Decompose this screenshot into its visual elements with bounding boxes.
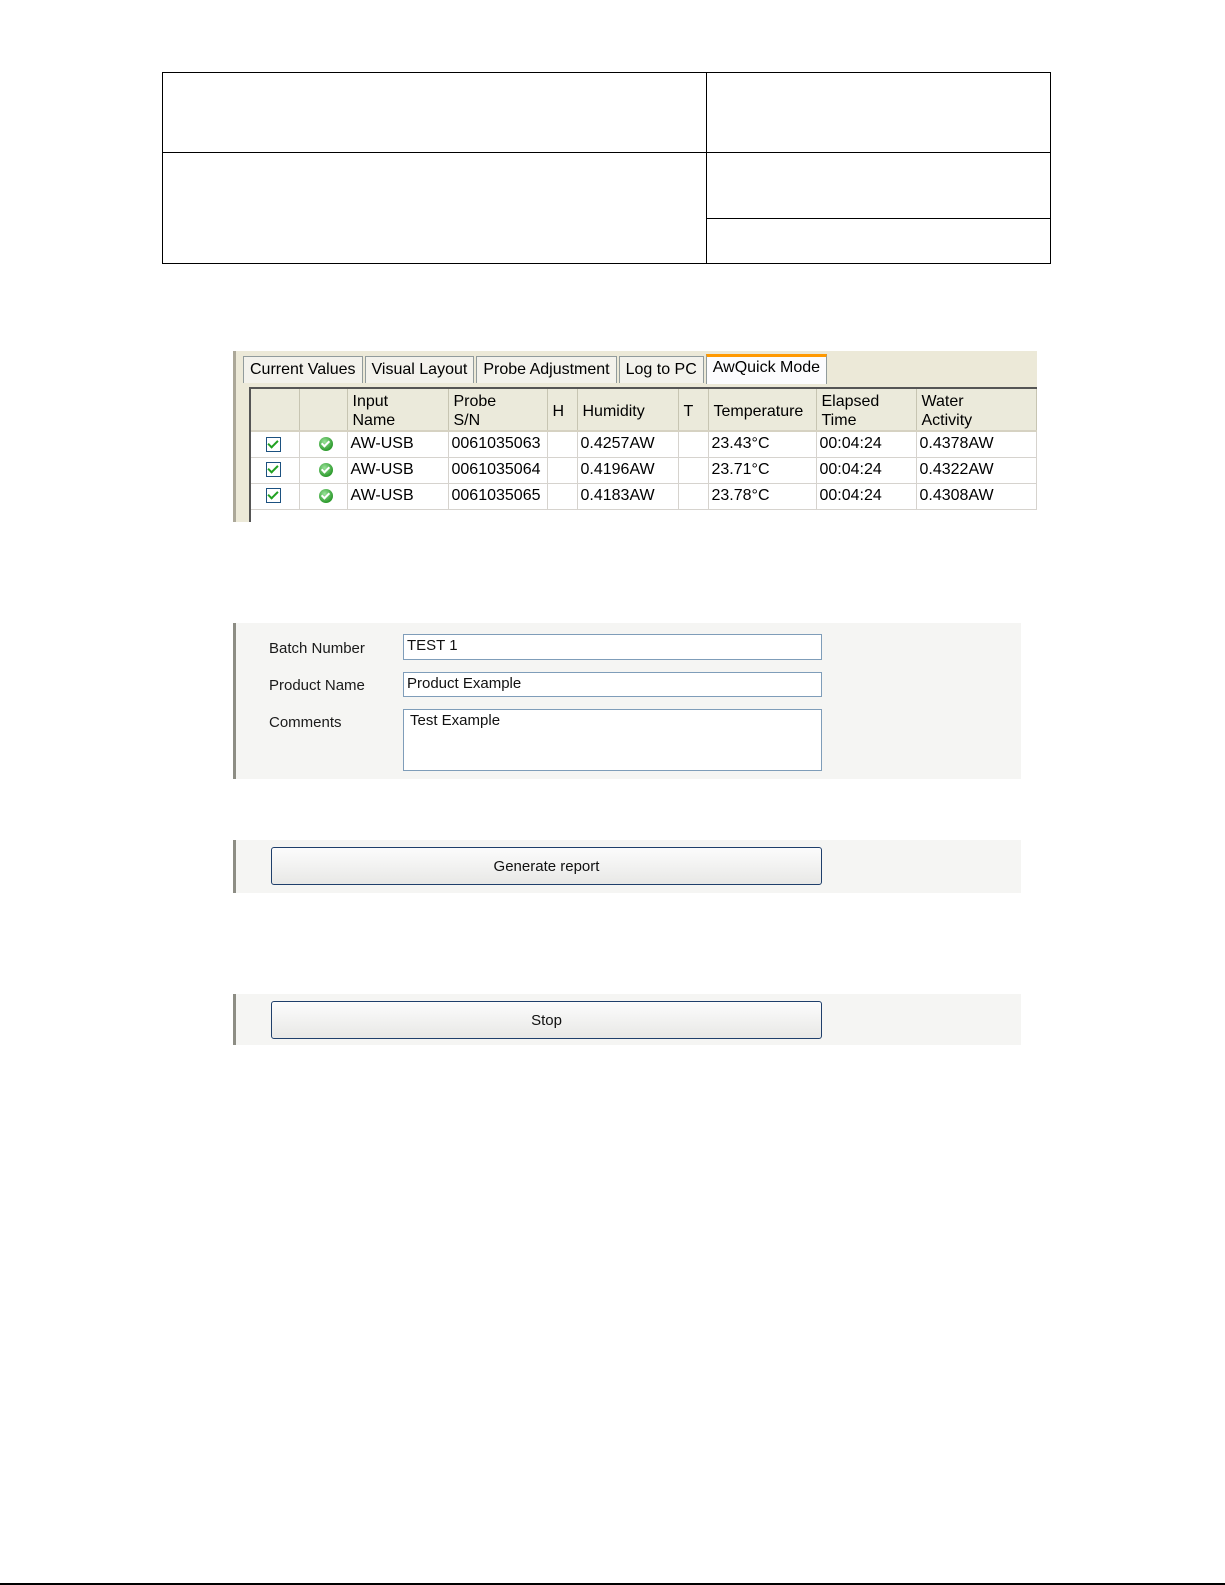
column-header-t-label: T — [683, 403, 694, 420]
generate-report-screenshot — [233, 840, 1021, 893]
humidity-cell: 0.4183AW — [577, 483, 678, 509]
column-header-t[interactable] — [678, 389, 708, 431]
tab-probe-adjustment[interactable]: Probe Adjustment — [476, 356, 616, 383]
water-activity-cell: 0.4308AW — [916, 483, 1036, 509]
elapsed-time-cell: 00:04:24 — [816, 431, 916, 457]
checkbox-checked-icon[interactable] — [266, 462, 281, 477]
batch-number-input[interactable]: TEST 1 — [403, 634, 822, 660]
status-ok-icon — [319, 489, 333, 503]
h-cell — [547, 431, 577, 457]
select-cell[interactable] — [251, 431, 299, 457]
status-ok-icon — [319, 463, 333, 477]
status-cell — [299, 431, 347, 457]
header-table-divider — [706, 73, 707, 263]
tab-awquick-mode[interactable]: AwQuick Mode — [706, 354, 827, 384]
table-row[interactable] — [251, 457, 1036, 483]
probe-sn-cell: 0061035065 — [448, 483, 547, 509]
stop-button[interactable]: Stop — [271, 1001, 822, 1039]
column-header-humidity-label: Humidity — [582, 403, 645, 420]
header-table-subrow-divider — [706, 218, 1050, 219]
status-cell — [299, 483, 347, 509]
column-header-water-activity-line1: Water — [921, 393, 964, 410]
status-cell — [299, 457, 347, 483]
column-header-probe-sn-line2: S/N — [453, 412, 481, 429]
column-header-elapsed-time[interactable] — [816, 389, 916, 431]
tab-bar — [243, 355, 829, 383]
panel-left-border — [233, 994, 236, 1045]
water-activity-cell: 0.4378AW — [916, 431, 1036, 457]
stop-screenshot — [233, 994, 1021, 1045]
grid-header-row — [251, 389, 1036, 431]
column-header-h-label: H — [552, 403, 565, 420]
input-name-cell: AW-USB — [347, 483, 448, 509]
column-header-water-activity-line2: Activity — [921, 412, 973, 429]
tab-visual-layout[interactable]: Visual Layout — [365, 356, 475, 383]
comments-textarea[interactable]: Test Example — [403, 709, 822, 771]
column-header-input-name-line2: Name — [352, 412, 396, 429]
data-grid — [249, 387, 1037, 522]
comments-label: Comments — [269, 714, 342, 731]
window-left-border — [233, 351, 236, 522]
water-activity-cell: 0.4322AW — [916, 457, 1036, 483]
table-row[interactable] — [251, 483, 1036, 509]
header-table-row-divider — [163, 152, 1050, 153]
humidity-cell: 0.4257AW — [577, 431, 678, 457]
column-header-select[interactable] — [251, 389, 299, 431]
table-row[interactable] — [251, 431, 1036, 457]
t-cell — [678, 431, 708, 457]
probe-sn-cell: 0061035063 — [448, 431, 547, 457]
column-header-water-activity[interactable] — [916, 389, 1036, 431]
t-cell — [678, 457, 708, 483]
status-ok-icon — [319, 437, 333, 451]
tab-current-values[interactable]: Current Values — [243, 356, 363, 383]
input-name-cell: AW-USB — [347, 431, 448, 457]
humidity-cell: 0.4196AW — [577, 457, 678, 483]
column-header-temperature-label: Temperature — [713, 403, 804, 420]
temperature-cell: 23.71°C — [708, 457, 816, 483]
header-table — [162, 72, 1051, 264]
report-form-screenshot — [233, 623, 1021, 779]
product-name-label: Product Name — [269, 677, 365, 694]
panel-left-border — [233, 840, 236, 893]
column-header-probe-sn[interactable] — [448, 389, 547, 431]
t-cell — [678, 483, 708, 509]
column-header-temperature[interactable] — [708, 389, 816, 431]
h-cell — [547, 483, 577, 509]
column-header-probe-sn-line1: Probe — [453, 393, 497, 410]
column-header-input-name-line1: Input — [352, 393, 389, 410]
elapsed-time-cell: 00:04:24 — [816, 457, 916, 483]
checkbox-checked-icon[interactable] — [266, 437, 281, 452]
awquick-grid-screenshot — [233, 351, 1037, 522]
generate-report-button[interactable]: Generate report — [271, 847, 822, 885]
probe-sn-cell: 0061035064 — [448, 457, 547, 483]
column-header-elapsed-time-line1: Elapsed — [821, 393, 880, 410]
temperature-cell: 23.43°C — [708, 431, 816, 457]
select-cell[interactable] — [251, 483, 299, 509]
column-header-elapsed-time-line2: Time — [821, 412, 857, 429]
h-cell — [547, 457, 577, 483]
panel-left-border — [233, 623, 236, 779]
batch-number-label: Batch Number — [269, 640, 365, 657]
temperature-cell: 23.78°C — [708, 483, 816, 509]
column-header-h[interactable] — [547, 389, 577, 431]
checkbox-checked-icon[interactable] — [266, 488, 281, 503]
input-name-cell: AW-USB — [347, 457, 448, 483]
column-header-status[interactable] — [299, 389, 347, 431]
column-header-input-name[interactable] — [347, 389, 448, 431]
product-name-input[interactable]: Product Example — [403, 672, 822, 697]
tab-log-to-pc[interactable]: Log to PC — [619, 356, 704, 383]
column-header-humidity[interactable] — [577, 389, 678, 431]
elapsed-time-cell: 00:04:24 — [816, 483, 916, 509]
select-cell[interactable] — [251, 457, 299, 483]
